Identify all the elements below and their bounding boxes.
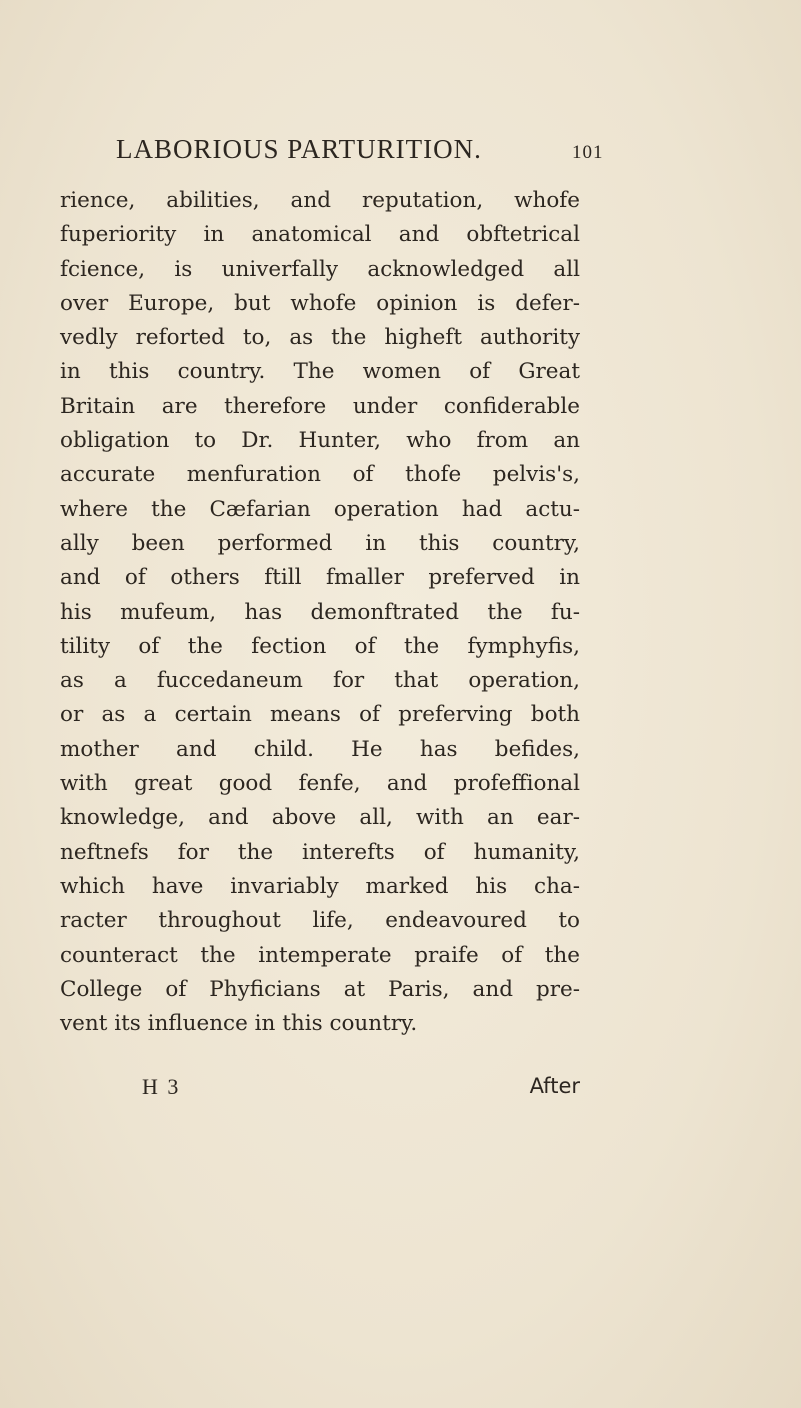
body-text [60,184,580,1041]
text-line: in this country. The women of Great [60,359,580,385]
text-line: ally been performed in this country, [60,530,580,556]
text-line: with great good fenfe, and profeffional [60,771,580,797]
text-line: racter throughout life, endeavoured to [60,908,580,934]
text-line: rience, abilities, and reputation, whofe [60,188,580,213]
text-line: fuperiority in anatomical and obftetrical [60,222,580,248]
text-line: fcience, is univerfally acknowledged all [60,256,580,282]
text-line: and of others ftill fmaller preferved in [60,565,580,591]
text-line: neftnefs for the interefts of humanity, [60,839,580,865]
text-line: vedly reforted to, as the higheft authority [60,325,580,351]
text-line: College of Phyficians at Paris, and pre- [60,976,580,1002]
page-footer [60,1074,580,1108]
text-line: accurate menfuration of thofe pelvis's, [60,462,580,488]
text-line: obligation to Dr. Hunter, who from an [60,428,580,454]
catchword: After [529,1074,580,1098]
text-line: tility of the fection of the fymphyfis, [60,633,580,659]
running-head: LABORIOUS PARTURITION. [116,134,482,164]
page-number: 101 [572,142,604,163]
text-line: knowledge, and above all, with an ear- [60,805,580,831]
text-line: mother and child. He has befides, [60,736,580,762]
signature-mark: H 3 [142,1074,181,1099]
text-line: or as a certain means of preferving both [60,702,580,728]
text-line: as a fuccedaneum for that operation, [60,668,580,694]
text-line: vent its influence in this country. [60,1011,418,1037]
text-line: which have invariably marked his cha- [60,873,580,899]
text-line: over Europe, but whofe opinion is defer- [60,290,580,316]
text-line: where the Cæfarian operation had actu- [60,496,580,522]
text-line: his mufeum, has demonftrated the fu- [60,599,580,625]
text-line: counteract the intemperate praife of the [60,942,580,968]
text-line: Britain are therefore under confiderable [60,393,580,419]
